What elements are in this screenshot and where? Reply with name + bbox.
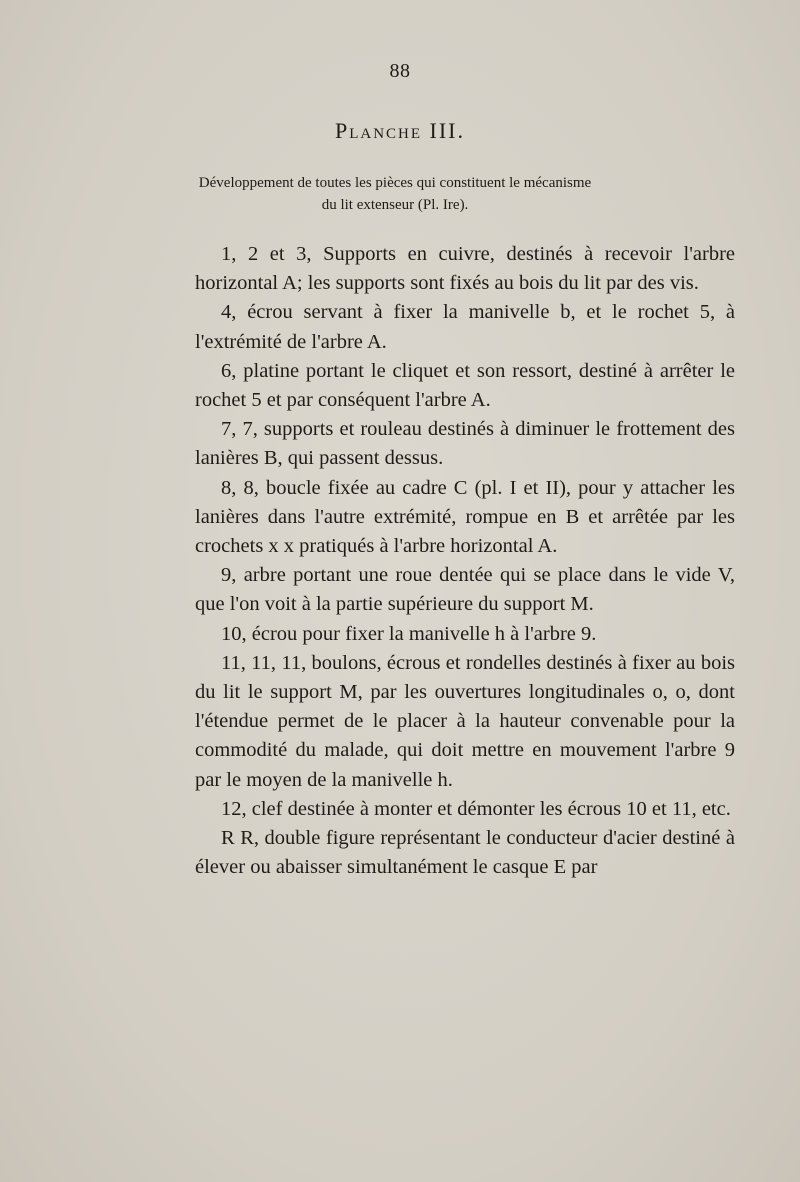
paragraph: 7, 7, supports et rouleau destinés à diminuer le frottement des lanières B, qui passent dessus. [195,418,735,470]
plate-subtitle: Développement de toutes les pièces qui constituent le mécanisme du lit extenseur (Pl. Ire). [198,175,592,213]
paragraph: 12, clef destinée à monter et démonter les écrous 10 et 11, etc. [221,797,731,820]
page-number: 88 [389,60,411,82]
paragraph: 1, 2 et 3, Supports en cuivre, destinés à recevoir l'arbre horizontal A; les supports sont fixés au bois du lit par des vis. [195,243,735,295]
plate-title: Planche III. [334,118,466,143]
paragraph: R R, double figure représentant le conducteur d'acier destiné à élever ou abaisser simultanément le casque E par [195,827,735,879]
paragraph: 4, écrou servant à fixer la manivelle b, et le rochet 5, à l'extrémité de l'arbre A. [195,301,735,353]
paragraph: 11, 11, 11, boulons, écrous et rondelles destinés à fixer au bois du lit le support M, par les ouvertures longitudinales o, o, dont l'étendue permet de le placer à la hauteur convenable pour la commodité du malade, qui doit mettre en mouvement l'arbre 9 par le moyen de la manivelle h. [195,651,735,791]
paragraph: 10, écrou pour fixer la manivelle h à l'arbre 9. [221,622,597,645]
paragraph: 8, 8, boucle fixée au cadre C (pl. I et II), pour y attacher les lanières dans l'autre extrémité, rompue en B et arrêtée par les crochets x x pratiqués à l'arbre horizontal A. [195,476,735,558]
body-text [195,240,735,882]
paragraph: 9, arbre portant une roue dentée qui se place dans le vide V, que l'on voit à la partie supérieure du support M. [195,564,735,616]
paragraph: 6, platine portant le cliquet et son ressort, destiné à arrêter le rochet 5 et par conséquent l'arbre A. [195,359,735,412]
